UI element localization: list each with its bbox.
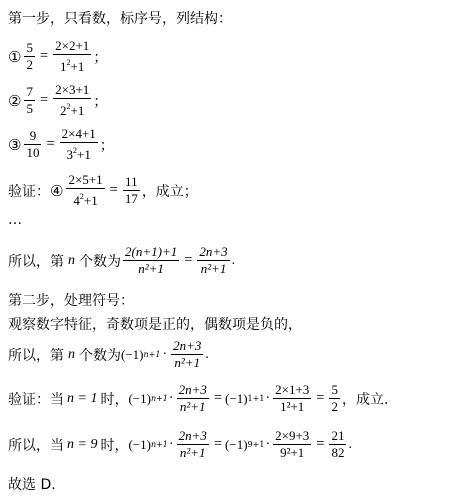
item-3: ③ $\frac{9}{10}$ = $\frac{2\times 4+1}{3^2+1}$ ； bbox=[8, 126, 114, 162]
lhs-fraction-3: $\frac{9}{10}$ bbox=[26, 128, 40, 160]
verify1-lhs-fraction: $\frac{2\times 5+1}{4^2+1}$ bbox=[68, 172, 103, 208]
lhs-fraction-2: $\frac{7}{5}$ bbox=[26, 84, 33, 116]
verify1-rhs-fraction: $\frac{11}{17}$ bbox=[124, 174, 138, 206]
verify3-fraction-substituted: $\frac{2\times 9+3}{\text{9²+1}}$ bbox=[275, 428, 310, 460]
verify-2: 验证：当 n = 1 时， (−1) n+1 · $\frac{2n+3}{\text{n²+1}}$ = (−1) 1+1 · $\frac{2\times 1+3}{\text{1²+1}}$ = $\frac{5}{2}$ ，成立. bbox=[8, 382, 389, 414]
step1-title: 第一步，只看数，标序号，列结构： bbox=[8, 11, 232, 27]
verify-1: 验证： ④ $\frac{2\times 5+1}{4^2+1}$ = $\frac{11}{17}$ ，成立； bbox=[8, 172, 198, 208]
rhs-fraction-3: $\frac{2\times 4+1}{3^2+1}$ bbox=[61, 126, 96, 162]
rhs-fraction-2: $\frac{2\times 3+1}{2^2+1}$ bbox=[55, 82, 90, 118]
verify3-fraction-result: $\frac{21}{82}$ bbox=[331, 428, 345, 460]
conclusion1-fraction-b: $\frac{2n+3}{\text{n²+1}}$ bbox=[199, 244, 228, 276]
conclusion1-fraction-a: $\frac{2(n+1)+1}{\text{n²+1}}$ bbox=[125, 244, 178, 276]
verify3-fraction-general: $\frac{2n+3}{\text{n²+1}}$ bbox=[178, 428, 207, 460]
circle-mark-1: ① bbox=[8, 47, 22, 66]
circle-mark-2: ② bbox=[8, 91, 22, 110]
conclusion-2: 所以，第 n 个数为 (−1) n+1 · $\frac{2n+3}{\text{n²+1}}$ . bbox=[8, 338, 209, 370]
rhs-fraction-1: $\frac{2\times 2+1}{1^2+1}$ bbox=[55, 38, 90, 74]
step2-title: 第二步，处理符号： bbox=[8, 293, 134, 309]
verify2-fraction-result: $\frac{5}{2}$ bbox=[331, 382, 338, 414]
item-2: ② $\frac{7}{5}$ = $\frac{2\times 3+1}{2^2+1}$ ； bbox=[8, 82, 108, 118]
ellipsis: … bbox=[8, 212, 22, 228]
conclusion-1: 所以，第 n 个数为 $\frac{2(n+1)+1}{\text{n²+1}}$ = $\frac{2n+3}{\text{n²+1}}$ . bbox=[8, 244, 236, 276]
lhs-fraction-1: $\frac{5}{2}$ bbox=[26, 40, 33, 72]
conclusion2-fraction: $\frac{2n+3}{\text{n²+1}}$ bbox=[173, 338, 202, 370]
verify2-fraction-general: $\frac{2n+3}{\text{n²+1}}$ bbox=[178, 382, 207, 414]
verify-3: 所以，当 n = 9 时， (−1) n+1 · $\frac{2n+3}{\text{n²+1}}$ = (−1) 9+1 · $\frac{2\times 9+3}{\text{9²+1}}$ = $\frac{21}{82}$ . bbox=[8, 428, 352, 460]
circle-mark-4: ④ bbox=[50, 181, 64, 200]
circle-mark-3: ③ bbox=[8, 135, 22, 154]
verify2-fraction-substituted: $\frac{2\times 1+3}{\text{1²+1}}$ bbox=[275, 382, 310, 414]
answer-text: 故选 D. bbox=[8, 477, 56, 493]
observation-text: 观察数字特征，奇数项是正的，偶数项是负的， bbox=[8, 317, 302, 333]
item-1: ① $\frac{5}{2}$ = $\frac{2\times 2+1}{1^2+1}$ ； bbox=[8, 38, 108, 74]
